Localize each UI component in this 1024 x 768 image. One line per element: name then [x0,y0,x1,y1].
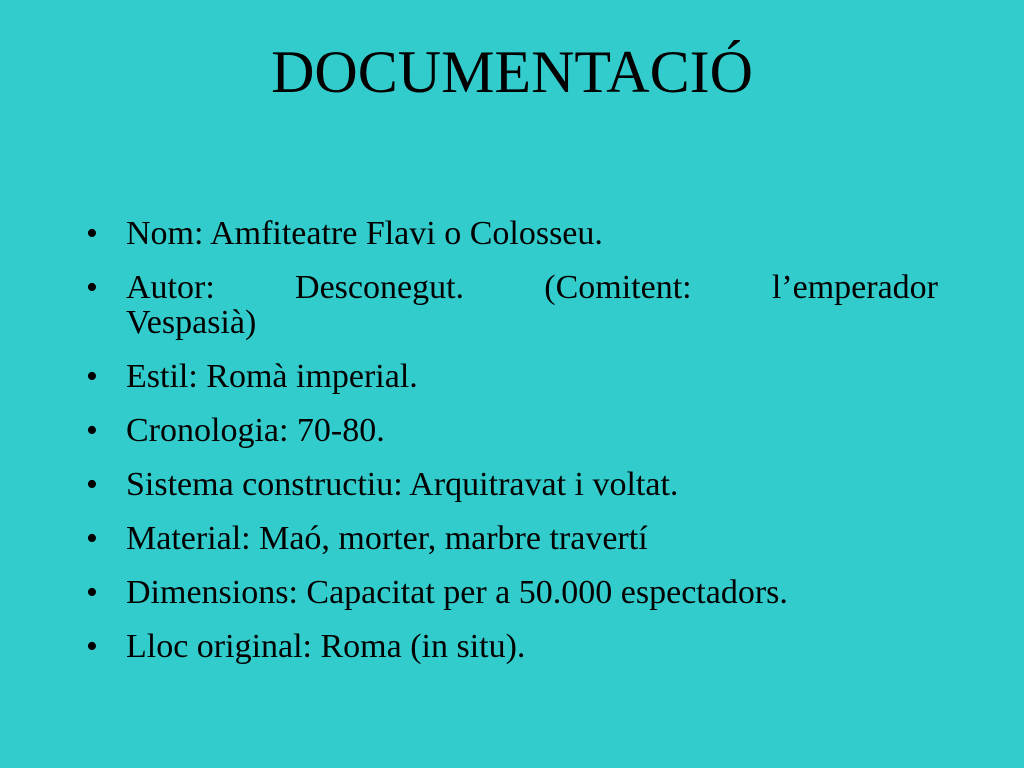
bullet-item-lloc [86,629,938,664]
bullet-item-estil [86,359,938,394]
bullet-text: Dimensions: Capacitat per a 50.000 espectadors. [126,574,788,611]
bullet-text-line1: Autor: Desconegut. (Comitent: l’emperador [126,269,938,306]
bullet-icon: • [86,358,98,395]
bullet-text: Lloc original: Roma (in situ). [126,628,526,665]
bullet-item-dimensions [86,575,938,610]
slide-title: DOCUMENTACIÓ [271,39,753,105]
bullet-text: Estil: Romà imperial. [126,358,418,395]
bullet-icon: • [86,574,98,611]
bullet-icon: • [86,412,98,449]
bullet-icon: • [86,215,98,252]
bullet-text: Nom: Amfiteatre Flavi o Colosseu. [126,215,603,252]
bullet-icon: • [86,628,98,665]
bullet-icon: • [86,269,98,306]
bullet-item-sistema [86,467,938,502]
bullet-text: Material: Maó, morter, marbre travertí [126,520,648,557]
bullet-text-line2: Vespasià) [126,304,257,341]
bullet-text: Cronologia: 70-80. [126,412,385,449]
bullet-icon: • [86,520,98,557]
bullet-item-cronologia [86,413,938,448]
bullet-icon: • [86,466,98,503]
bullet-item-autor [86,270,938,340]
bullet-item-nom [86,216,938,251]
bullet-text: Sistema constructiu: Arquitravat i voltat. [126,466,679,503]
bullet-item-material [86,521,938,556]
bullet-list [86,216,938,683]
